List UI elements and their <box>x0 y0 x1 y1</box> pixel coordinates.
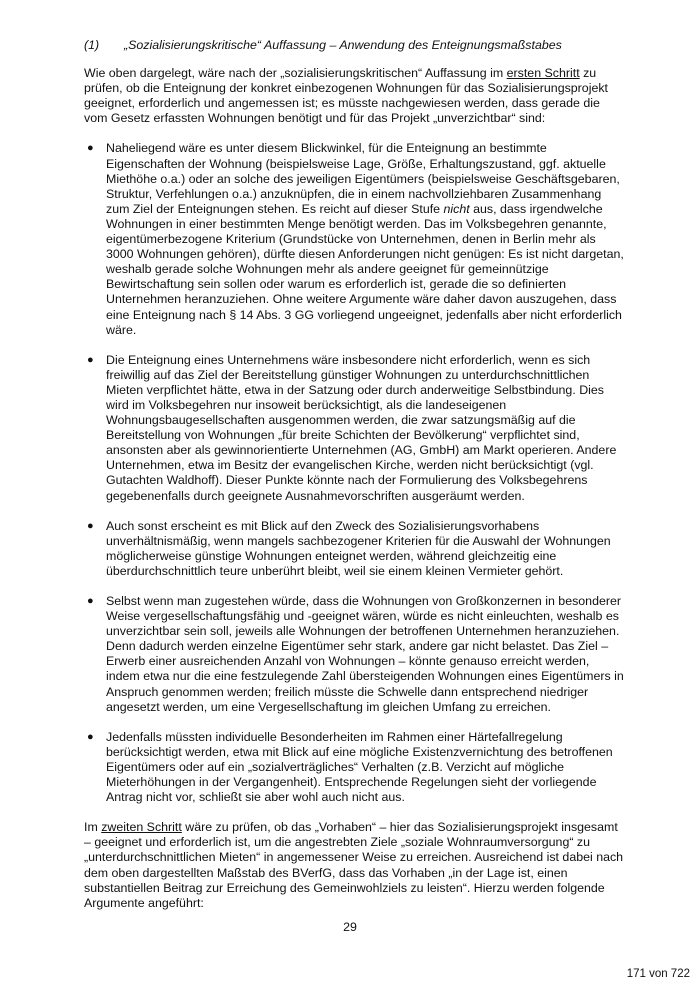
list-item-text: Naheliegend wäre es unter diesem Blickwinkel, für die Enteignung an bestimmte Eigenschaften der Wohnung (beispielsweise Lage, Größe, Erhaltungszustand, ggf. aktuelle Miethöhe o.a.) oder an solche des jeweiligen Eigentümers (beispielsweise Geschäftsgebaren, Struktur, Verfehlungen o.a.) anzuknüpfen, die in einem nachvollziehbaren Zusammenhang zum Ziel der Enteignungen stehen. Es reicht auf dieser Stufe <box>106 141 620 216</box>
page-counter: 171 von 722 <box>626 968 690 980</box>
closing-underlined: zweiten Schritt <box>101 820 182 835</box>
bullet-icon: ● <box>87 142 94 155</box>
list-item-text-cont: aus, dass irgendwelche Wohnungen in einer bestimmten Menge benötigt werden. Das im Volksbegehren genannte, eigentümerbezogene Kriterium (Grundstücke von Unternehmen, denen in Berlin mehr als 3000 Wohnungen gehören), dürfte diesen Anforderungen nicht genügen: Es ist nicht dargetan, weshalb gerade solche Wohnungen mehr als andere geeignet für gemeinnützige Bewirtschaftung sein sollen oder warum es erforderlich ist, gerade die so definierten Unternehmen heranzuziehen. Ohne weitere Argumente wäre daher davon auszugehen, dass eine Enteignung nach § 14 Abs. 3 GG vorliegend ungeeignet, jedenfalls aber nicht erforderlich wäre. <box>106 201 624 337</box>
list-item <box>84 353 624 504</box>
list-item-text: Jedenfalls müssten individuelle Besonderheiten im Rahmen einer Härtefallregelung berücksichtigt werden, etwa mit Blick auf eine mögliche Existenzvernichtung des betroffenen Eigentümers oder auf ein „sozialverträgliches“ Verhalten (z.B. Verzicht auf mögliche Mieterhöhungen in der Vergangenheit). Entsprechende Regelungen sieht der vorliegende Antrag nicht vor, schließt sie aber wohl auch nicht aus. <box>106 729 613 805</box>
list-item <box>84 594 624 715</box>
section-number: (1) <box>84 38 100 52</box>
list-item-text: Auch sonst erscheint es mit Blick auf den Zweck des Sozialisierungsvorhabens unverhältnismäßig, wenn mangels sachbezogener Kriterien für die Auswahl der Wohnungen möglicherweise günstige Wohnungen enteignet werden, während gleichzeitig eine überdurchschnittlich teure unberührt bleibt, weil sie einem kleinen Vermieter gehört. <box>106 518 611 578</box>
bullet-icon: ● <box>87 519 94 532</box>
bullet-icon: ● <box>87 595 94 607</box>
intro-underlined: ersten Schritt <box>506 66 580 81</box>
list-item <box>84 730 624 805</box>
list-item-text: Selbst wenn man zugestehen würde, dass die Wohnungen von Großkonzernen in besonderer Weise vergesellschaftungsfähig und -geeignet wären, würde es nicht einleuchten, weshalb es unverzichtbar sein soll, jeweils alle Wohnungen der betroffenen Unternehmen heranzuziehen. Denn dadurch werden einzelne Eigentümer sehr stark, andere gar nicht belastet. Das Ziel – Erwerb einer ausreichenden Anzahl von Wohnungen – könnte genauso erreicht werden, indem etwa nur die eine festzulegende Zahl übersteigenden Wohnungen eines Eigentümers in Anspruch genommen werden; freilich müsste die Schwelle dann entsprechend niedriger angesetzt werden, um eine Vergesellschaftung im gleichen Umfang zu erreichen. <box>106 594 624 714</box>
section-heading <box>84 38 624 53</box>
list-item-emphasis: nicht <box>443 201 470 216</box>
list-item <box>84 519 624 579</box>
section-title: „Sozialisierungskritische“ Auffassung – Anwendung des Enteignungsmaßstabes <box>124 38 562 52</box>
page-number: 29 <box>343 920 357 934</box>
bullet-icon: ● <box>87 730 94 743</box>
argument-list <box>84 141 624 805</box>
intro-text-end: zu prüfen, ob die Enteignung der konkret einbezogenen Wohnungen für das Sozialisierungsprojekt geeignet, erforderlich und angemessen ist; es müsste nachgewiesen werden, dass gerade die vom Gesetz erfassten Wohnungen benötigt und für das Projekt „unverzichtbar“ sind: <box>84 66 608 126</box>
intro-text-start: Wie oben dargelegt, wäre nach der „sozialisierungskritischen“ Auffassung im <box>84 66 507 81</box>
closing-paragraph <box>84 820 624 911</box>
list-item <box>84 141 624 337</box>
closing-text-start: Im <box>84 820 102 835</box>
closing-text-end: wäre zu prüfen, ob das „Vorhaben“ – hier das Sozialisierungsprojekt insgesamt – geeignet und erforderlich ist, um die angestrebten Ziele „soziale Wohnraumversorgung“ zu „unterdurchschnittlichen Mieten“ in angemessener Weise zu erreichen. Ausreichend ist dabei nach dem oben dargestellten Maßstab des BVerfG, dass das Vorhaben „in der Lage ist, einen substantiellen Beitrag zur Erreichung des Gemeinwohlziels zu leisten“. Hierzu werden folgende Argumente angeführt: <box>84 820 624 910</box>
bullet-icon: ● <box>87 353 94 366</box>
document-page <box>84 38 624 911</box>
list-item-text: Die Enteignung eines Unternehmens wäre insbesondere nicht erforderlich, wenn es sich freiwillig auf das Ziel der Bereitstellung günstiger Wohnungen zu unterdurchschnittlichen Mieten verpflichtet hätte, etwa in der Satzung oder durch anderweitige Selbstbindung. Dies wird im Volksbegehren nur insoweit berücksichtigt, als die landeseigenen Wohnungsbaugesellschaften ausgenommen werden, die zwar satzungsmäßig auf die Bereitstellung von Wohnungen „für breite Schichten der Bevölkerung“ verpflichtet sind, ansonsten aber als gewinnorientierte Unternehmen (AG, GmbH) am Markt operieren. Andere Unternehmen, etwa im Besitz der evangelischen Kirche, werden nicht berücksichtigt (vgl. Gutachten Waldhoff). Dieser Punkte könnte nach der Formulierung des Volksbegehrens gegebenenfalls durch geeignete Ausnahmevorschriften ausgeräumt werden. <box>106 352 617 503</box>
intro-paragraph <box>84 66 624 126</box>
